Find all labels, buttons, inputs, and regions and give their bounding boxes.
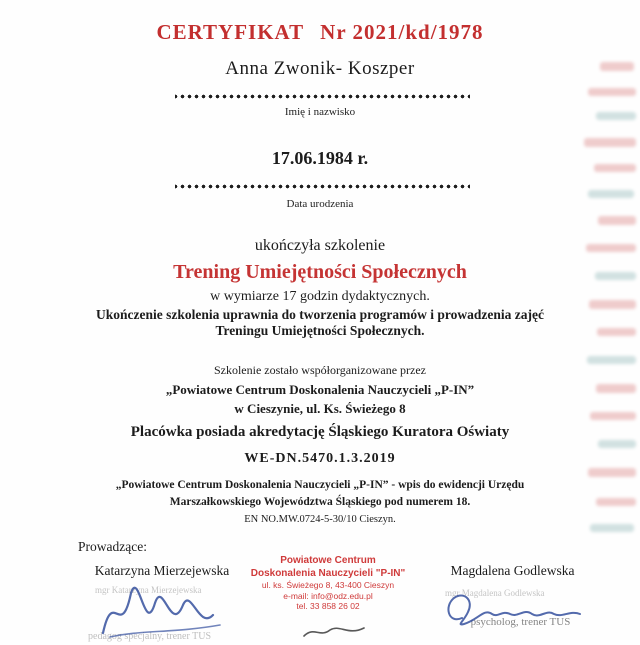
leader-left-faint-role: pedagog specjalny, trener TUS (88, 631, 212, 642)
leader-right-faint-line: mgr Magdalena Godlewska (445, 588, 545, 598)
registry-number: EN NO.MW.0724-5-30/10 Cieszyn. (244, 514, 396, 525)
signature-right (440, 590, 590, 635)
bleedthrough-mark (588, 88, 636, 96)
signature-left (95, 575, 235, 645)
bleedthrough-mark (590, 412, 636, 420)
bleedthrough-mark (588, 468, 636, 477)
certificate-title-word: CERTYFIKAT (156, 20, 305, 44)
recipient-name: Anna Zwonik- Koszper (225, 58, 415, 79)
bleedthrough-mark (598, 440, 636, 448)
bleedthrough-mark (596, 384, 636, 393)
organizer-intro: Szkolenie zostało współorganizowane przez (213, 363, 427, 377)
bleedthrough-mark (590, 524, 634, 532)
training-title: Trening Umiejętności Społecznych (173, 261, 467, 283)
stamp-line-1: Powiatowe Centrum (280, 555, 376, 566)
organizer-stamp (248, 555, 408, 612)
hours-line: w wymiarze 17 godzin dydaktycznych. (210, 289, 430, 304)
bleedthrough-mark (594, 164, 636, 172)
bleedthrough-mark (589, 300, 636, 309)
registry-line-2: Marszałkowskiego Województwa Śląskiego pod numerem 18. (169, 496, 471, 508)
bleedthrough-mark (586, 244, 636, 252)
leader-left-faint-line: mgr Katarzyna Mierzejewska (95, 585, 202, 595)
stamp-line-3: ul. ks. Świeżego 8, 43-400 Cieszyn (261, 580, 395, 590)
leader-right-name: Magdalena Godlewska (450, 563, 575, 578)
bleedthrough-mark (600, 62, 634, 71)
leaders-label: Prowadzące: (78, 539, 147, 554)
bleedthrough-mark (597, 328, 636, 336)
certificate-number: Nr 2021/kd/1978 (320, 20, 484, 44)
bleedthrough-mark (587, 356, 636, 364)
entitlement-line-1: Ukończenie szkolenia uprawnia do tworzenia programów i prowadzenia zajęć (96, 307, 544, 322)
signature-bottom-partial (300, 622, 370, 640)
name-label: Imię i nazwisko (284, 106, 356, 118)
leader-left-name: Katarzyna Mierzejewska (94, 563, 230, 578)
stamp-line-4: e-mail: info@odz.edu.pl (283, 590, 373, 601)
birth-date: 17.06.1984 r. (271, 148, 369, 168)
organizer-name: „Powiatowe Centrum Doskonalenia Nauczycieli „P-IN” (165, 382, 475, 397)
completion-line: ukończyła szkolenie (254, 237, 386, 254)
accreditation-number: WE-DN.5470.1.3.2019 (244, 451, 396, 466)
bleedthrough-mark (596, 498, 636, 506)
stamp-line-2: Doskonalenia Nauczycieli "P-IN" (250, 567, 406, 579)
certificate-title (0, 20, 640, 45)
accreditation-line: Placówka posiada akredytację Śląskiego Kuratora Oświaty (130, 424, 510, 440)
dotted-line-name (175, 94, 470, 99)
birth-date-label: Data urodzenia (286, 198, 354, 210)
leader-right-role: psycholog, trener TUS (470, 616, 571, 628)
bleedthrough-mark (588, 190, 634, 198)
stamp-line-5: tel. 33 858 26 02 (296, 601, 360, 612)
bleedthrough-mark (584, 138, 636, 147)
organizer-address: w Cieszynie, ul. Ks. Świeżego 8 (234, 401, 406, 416)
bleedthrough-mark (598, 216, 636, 225)
bleedthrough-mark (595, 272, 636, 280)
dotted-line-date (175, 184, 470, 189)
entitlement-line-2: Treningu Umiejętności Społecznych. (215, 323, 425, 338)
registry-line-1: „Powiatowe Centrum Doskonalenia Nauczycieli „P-IN” - wpis do ewidencji Urzędu (115, 479, 525, 491)
bleedthrough-mark (596, 112, 636, 120)
